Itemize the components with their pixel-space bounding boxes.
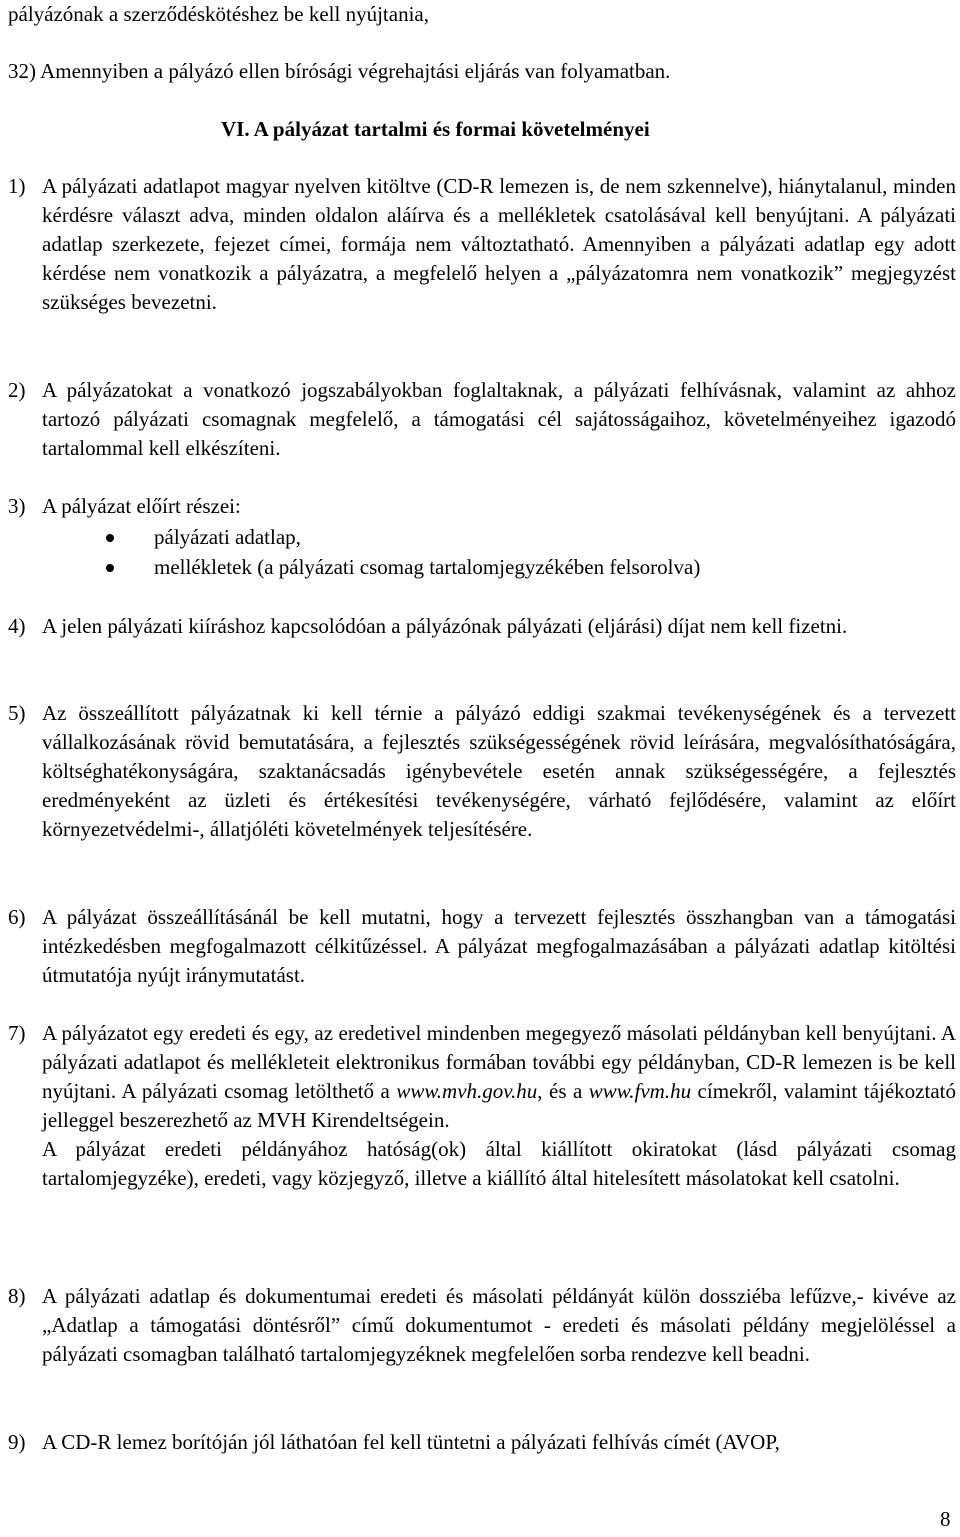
item-32: 32) Amennyiben a pályázó ellen bírósági végrehajtási eljárás van folyamatban. [8,59,671,83]
bullet-text: mellékletek (a pályázati csomag tartalomjegyzékében felsorolva) [154,555,701,579]
list-item-1 [8,172,956,317]
item-number: 9) [8,1430,26,1454]
item-text: A CD-R lemez borítóján jól láthatóan fel kell tüntetni a pályázati felhívás címét (AVOP, [42,1430,780,1454]
item-number: 5) [8,701,26,725]
bullet-item [112,553,700,582]
item-text: A pályázati adatlapot magyar nyelven kitöltve (CD-R lemezen is, de nem szkennelve), hiánytalanul, minden kérdésre választ adva, minden oldalon aláírva és a mellékletek csatolásával kell benyújtani. A pályázati adatlap szerkezete, fejezet címei, formája nem változtatható. Amennyiben a pályázati adatlap egy adott kérdése nem vonatkozik a pályázatra, a megfelelő helyen a „pályázatomra nem vonatkozik” megjegyzést szükséges bevezetni. [42,174,956,314]
list-item-5 [8,699,956,844]
item-text-part: A pályázatot egy eredeti és egy, az eredetivel mindenben megegyező másolati példányban kell benyújtani. A pályázati adatlapot és mellékleteit elektronikus formában további egy példányban, CD-R lemezen is be kell nyújtani. A pályázati csomag letölthető a [42,1021,956,1103]
list-item-7 [8,1019,956,1193]
item-text-part: címekről, valamint tájékoztató jelleggel beszerezhető az MVH Kirendeltségein. [42,1079,956,1132]
bullet-text: pályázati adatlap, [154,525,301,549]
item-text: Az összeállított pályázatnak ki kell térnie a pályázó eddigi szakmai tevékenységének és a tervezett vállalkozásának rövid bemutatására, a fejlesztés szükségességének rövid leírására, megvalósíthatóságára, költséghatékonyságára, szaktanácsadás igénybevétele esetén annak szükségességére, a fejlesztés eredményeként az üzleti és értékesítési tevékenységére, várható fejlődésére, valamint az előírt környezetvédelmi-, állatjóléti követelmények teljesítésére. [42,701,956,841]
list-item-4 [8,612,956,641]
section-heading: VI. A pályázat tartalmi és formai követelményei [221,117,650,141]
page-number: 8 [940,1507,951,1531]
item-number: 8) [8,1284,26,1308]
link-fvm[interactable]: www.fvm.hu [588,1079,692,1103]
item-text-continued: A pályázat eredeti példányához hatóság(ok) által kiállított okiratokat (lásd pályázati csomag tartalomjegyzéke), eredeti, vagy közjegyző, illetve a kiállító által hitelesített másolatokat kell csatolni. [42,1137,956,1190]
list-item-8 [8,1282,956,1369]
item-text: A pályázatokat a vonatkozó jogszabályokban foglaltaknak, a pályázati felhívásnak, valamint az ahhoz tartozó pályázati csomagnak megfelelő, a támogatási cél sajátosságaihoz, követelményeihez igazodó tartalommal kell elkészíteni. [42,378,956,460]
list-item-3 [8,492,956,521]
bullet-item [112,523,301,552]
item-text: A pályázati adatlap és dokumentumai eredeti és másolati példányát külön dossziéba lefűzve,- kivéve az „Adatlap a támogatási döntésről” című dokumentumot - eredeti és másolati példány megjelöléssel a pályázati csomagban található tartalomjegyzéknek megfelelően sorba rendezve kell beadni. [42,1284,956,1366]
item-number: 2) [8,378,26,402]
item-text: A pályázat összeállításánál be kell mutatni, hogy a tervezett fejlesztés összhangban van a támogatási intézkedésben megfogalmazott célkitűzéssel. A pályázat megfogalmazásában a pályázati adatlap kitöltési útmutatója nyújt iránymutatást. [42,905,956,987]
item-text: A jelen pályázati kiíráshoz kapcsolódóan a pályázónak pályázati (eljárási) díjat nem kell fizetni. [42,614,848,638]
item-number: 1) [8,174,26,198]
continuation-line: pályázónak a szerződéskötéshez be kell nyújtania, [8,2,429,26]
item-number: 6) [8,905,26,929]
list-item-9 [8,1428,956,1457]
list-item-6 [8,903,956,990]
link-mvh[interactable]: www.mvh.gov.hu [396,1079,538,1103]
item-number: 3) [8,494,26,518]
bullet-icon [106,564,114,572]
item-text [42,1019,956,1135]
item-number: 4) [8,614,26,638]
bullet-icon [106,534,114,542]
item-text: A pályázat előírt részei: [42,494,241,518]
item-number: 7) [8,1021,26,1045]
item-text-part: , és a [537,1079,589,1103]
list-item-2 [8,376,956,463]
